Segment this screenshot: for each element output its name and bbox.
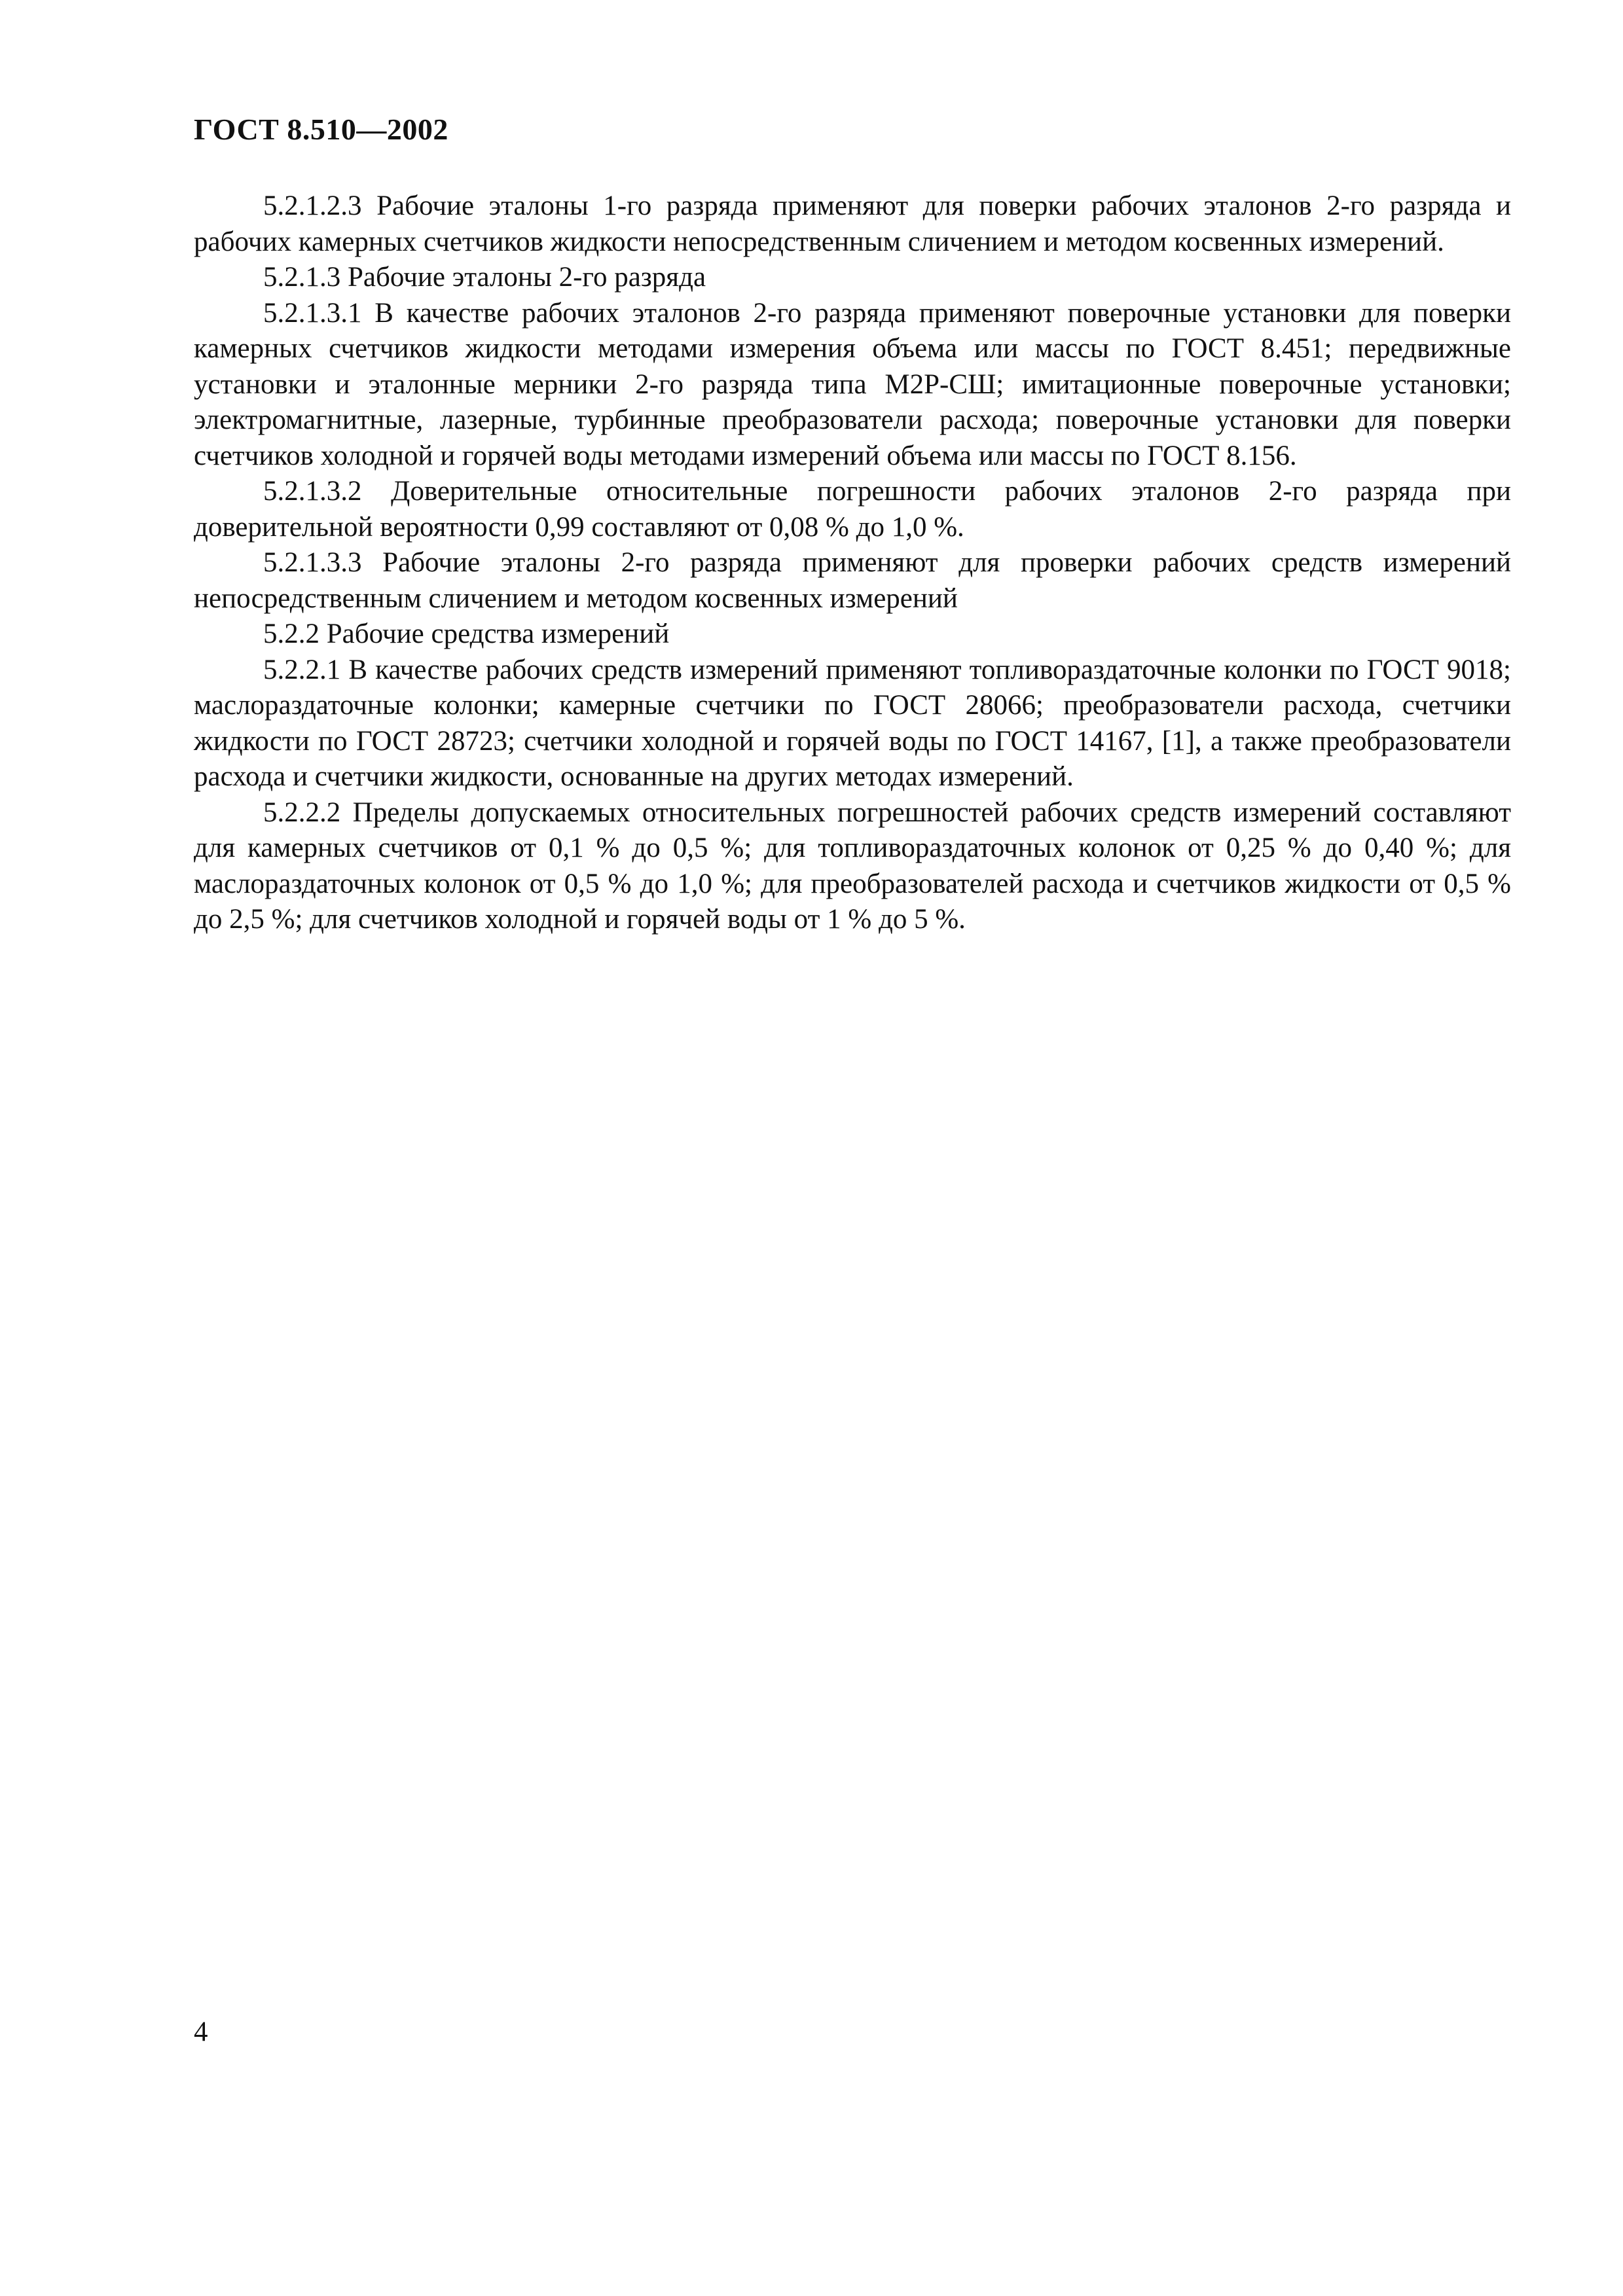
paragraph-5-2-1-2-3: 5.2.1.2.3 Рабочие эталоны 1-го разряда применяют для поверки рабочих эталонов 2-го разряда и рабочих камерных счетчиков жидкости непосредственным сличением и методом косвенных измерений. xyxy=(194,190,1511,257)
paragraph-5-2-2: 5.2.2 Рабочие средства измерений xyxy=(263,619,670,649)
paragraph-5-2-1-3-2: 5.2.1.3.2 Доверительные относительные погрешности рабочих эталонов 2-го разряда при доверительной вероятности 0,99 составляют от 0,08 % до 1,0 %. xyxy=(194,476,1511,543)
paragraph-5-2-2-1: 5.2.2.1 В качестве рабочих средств измерений применяют топливораздаточные колонки по ГОСТ 9018; маслораздаточные колонки; камерные счетчики по ГОСТ 28066; преобразователи расхода, счетчики жидкости по ГОСТ 28723; счетчики холодной и горячей воды по ГОСТ 14167, [1], а также преобразователи расхода и счетчики жидкости, основанные на других методах измерений. xyxy=(194,654,1511,792)
paragraph-5-2-2-2: 5.2.2.2 Пределы допускаемых относительных погрешностей рабочих средств измерений составляют для камерных счетчиков от 0,1 % до 0,5 %; для топливораздаточных колонок от 0,25 % до 0,40 %; для маслораздаточных колонок от 0,5 % до 1,0 %; для преобразователей расхода и счетчиков жидкости от 0,5 % до 2,5 %; для счетчиков холодной и горячей воды от 1 % до 5 %. xyxy=(194,797,1511,935)
paragraph-5-2-1-3-1: 5.2.1.3.1 В качестве рабочих эталонов 2-го разряда применяют поверочные установки для поверки камерных счетчиков жидкости методами измерения объема или массы по ГОСТ 8.451; передвижные установки и эталонные мерники 2-го разряда типа М2Р-СШ; имитационные поверочные установки; электромагнитные, лазерные, турбинные преобразователи расхода; поверочные установки для поверки счетчиков холодной и горячей воды методами измерений объема или массы по ГОСТ 8.156. xyxy=(194,297,1511,471)
page-number: 4 xyxy=(194,2017,208,2047)
paragraph-5-2-1-3-3: 5.2.1.3.3 Рабочие эталоны 2-го разряда применяют для проверки рабочих средств измерений непосредственным сличением и методом косвенных измерений xyxy=(194,547,1511,614)
paragraph-5-2-1-3: 5.2.1.3 Рабочие эталоны 2-го разряда xyxy=(263,262,706,293)
document-body xyxy=(194,188,1511,938)
document-header: ГОСТ 8.510—2002 xyxy=(194,113,448,146)
